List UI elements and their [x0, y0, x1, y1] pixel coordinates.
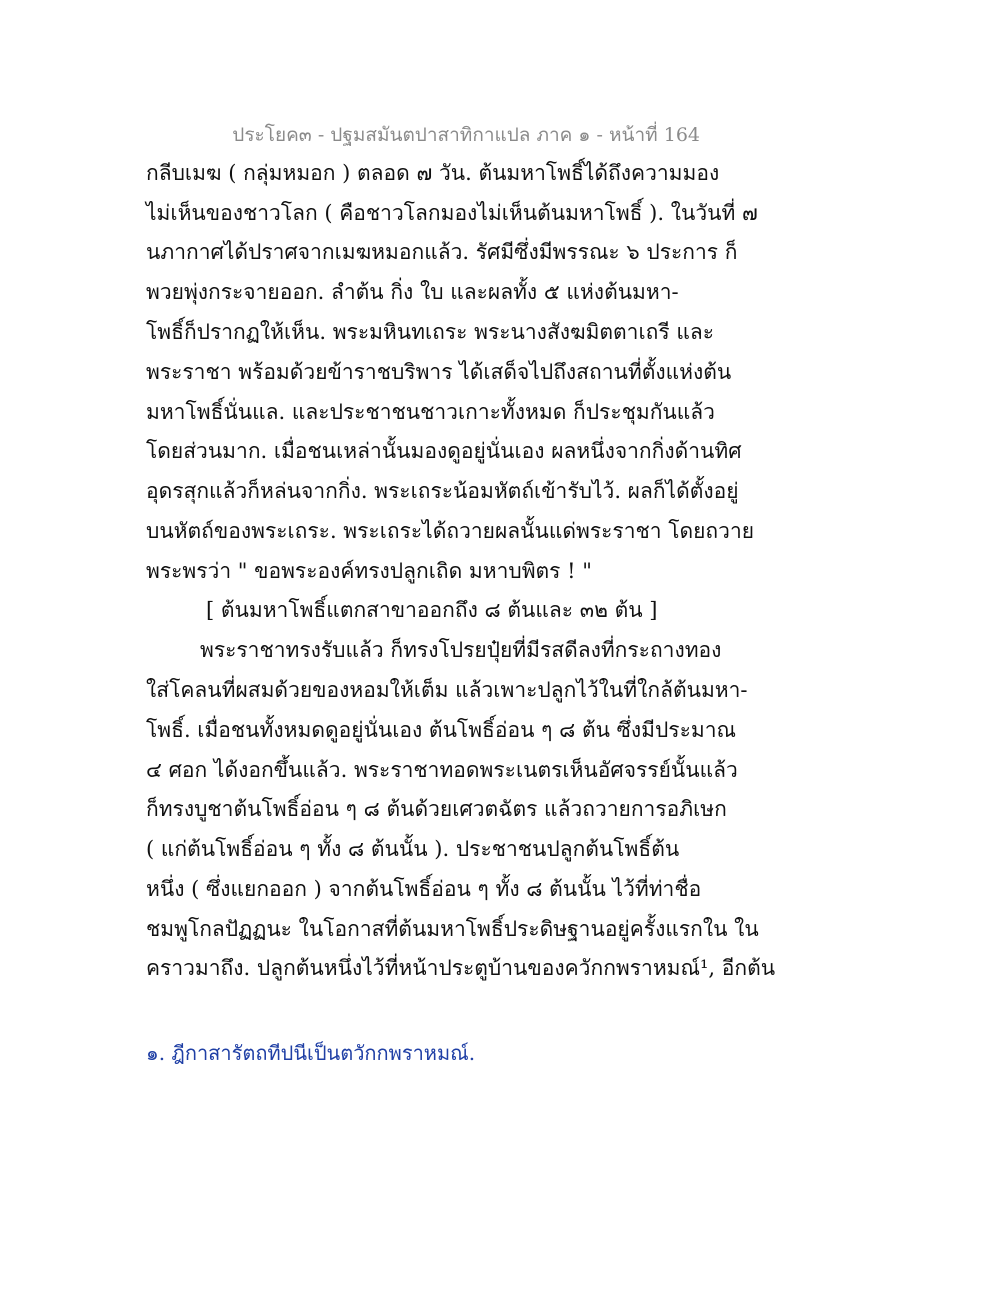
text-line: พระราชา พร้อมด้วยข้าราชบริพาร ได้เสด็จไปถึงสถานที่ตั้งแห่งต้น: [146, 360, 732, 384]
text-line: กลีบเมฆ ( กลุ่มหมอก ) ตลอด ๗ วัน. ต้นมหาโพธิ์ได้ถึงความมอง: [146, 161, 720, 185]
text-line: ใส่โคลนที่ผสมด้วยของหอมให้เต็ม แล้วเพาะปลูกไว้ในที่ใกล้ต้นมหา-: [146, 678, 748, 702]
footnote: ๑. ฎีกาสารัตถทีปนีเป็นตวักกพราหมณ์.: [146, 1041, 476, 1065]
page-header: ประโยค๓ - ปฐมสมันตปาสาทิกาแปล ภาค ๑ - หน้าที่ 164: [232, 124, 700, 146]
text-line: มหาโพธิ์นั่นแล. และประชาชนชาวเกาะทั้งหมด ก็ประชุมกันแล้ว: [146, 400, 715, 424]
text-line: ก็ทรงบูชาต้นโพธิ์อ่อน ๆ ๘ ต้นด้วยเศวตฉัตร แล้วถวายการอภิเษก: [146, 797, 727, 821]
text-line: คราวมาถึง. ปลูกต้นหนึ่งไว้ที่หน้าประตูบ้านของควักกพราหมณ์¹, อีกต้น: [146, 956, 776, 980]
text-line: โพธิ์. เมื่อชนทั้งหมดดูอยู่นั่นเอง ต้นโพธิ์อ่อน ๆ ๘ ต้น ซึ่งมีประมาณ: [146, 718, 736, 742]
section-heading: [ ต้นมหาโพธิ์แตกสาขาออกถึง ๘ ต้นและ ๓๒ ต้น ]: [206, 598, 658, 622]
text-line: โพธิ์ก็ปรากฏให้เห็น. พระมหินทเถระ พระนางสังฆมิตตาเถรี และ: [146, 320, 715, 344]
text-line: บนหัตถ์ของพระเถระ. พระเถระได้ถวายผลนั้นแด่พระราชา โดยถวาย: [146, 519, 755, 543]
text-line: นภากาศได้ปราศจากเมฆหมอกแล้ว. รัศมีซึ่งมีพรรณะ ๖ ประการ ก็: [146, 240, 738, 264]
text-line: ๔ ศอก ได้งอกขึ้นแล้ว. พระราชาทอดพระเนตรเห็นอัศจรรย์นั้นแล้ว: [146, 758, 738, 782]
text-line: ไม่เห็นของชาวโลก ( คือชาวโลกมองไม่เห็นต้นมหาโพธิ์ ). ในวันที่ ๗: [146, 201, 758, 225]
text-line: พระราชาทรงรับแล้ว ก็ทรงโปรยปุ๋ยที่มีรสดีลงที่กระถางทอง: [200, 638, 722, 662]
text-line: พระพรว่า " ขอพระองค์ทรงปลูกเถิด มหาบพิตร ! ": [146, 559, 592, 583]
text-line: ( แก่ต้นโพธิ์อ่อน ๆ ทั้ง ๘ ต้นนั้น ). ประชาชนปลูกต้นโพธิ์ต้น: [146, 837, 680, 861]
text-line: ชมพูโกลปัฏฏนะ ในโอกาสที่ต้นมหาโพธิ์ประดิษฐานอยู่ครั้งแรกใน ใน: [146, 917, 759, 941]
text-line: อุดรสุกแล้วก็หล่นจากกิ่ง. พระเถระน้อมหัตถ์เข้ารับไว้. ผลก็ได้ตั้งอยู่: [146, 479, 739, 503]
text-line: หนึ่ง ( ซึ่งแยกออก ) จากต้นโพธิ์อ่อน ๆ ทั้ง ๘ ต้นนั้น ไว้ที่ท่าชื่อ: [146, 877, 702, 901]
text-line: พวยพุ่งกระจายออก. ลำต้น กิ่ง ใบ และผลทั้ง ๕ แห่งต้นมหา-: [146, 280, 679, 304]
text-line: โดยส่วนมาก. เมื่อชนเหล่านั้นมองดูอยู่นั่นเอง ผลหนึ่งจากกิ่งด้านทิศ: [146, 439, 742, 463]
